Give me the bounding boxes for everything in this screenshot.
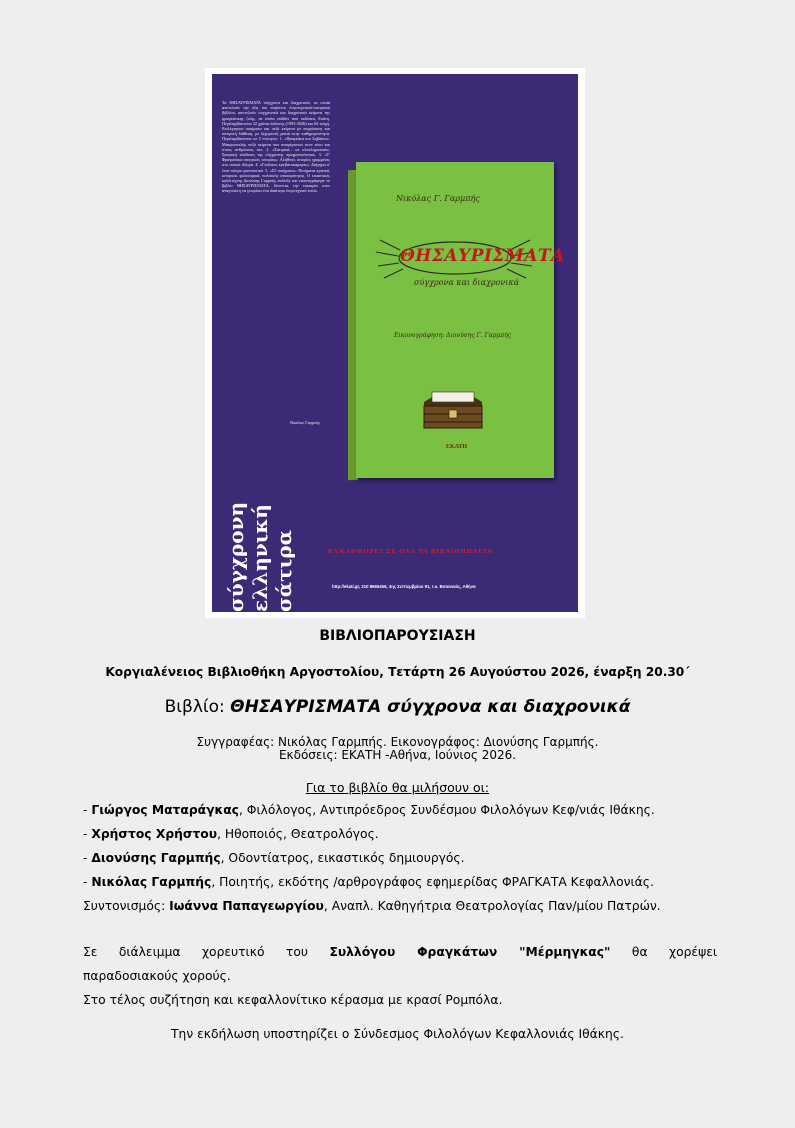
- poster-banner: ΚΥΚΛΟΦΟΡΕΙ ΣΕ ΟΛΑ ΤΑ ΒΙΒΛΙΟΠΩΛΕΙΑ: [328, 548, 493, 555]
- book-poster: [205, 68, 585, 618]
- speaker-item: - Γιώργος Ματαράγκας, Φιλόλογος, Αντιπρόεδρος Συνδέσμου Φιλολόγων Κεφ/νιάς Ιθάκης.: [83, 803, 655, 817]
- speaker-item: - Νικόλας Γαρμπής, Ποιητής, εκδότης /αρθρογράφος εφημερίδας ΦΡΑΓΚΑΤΑ Κεφαλλονιάς.: [83, 875, 654, 889]
- dance-paragraph-cont: παραδοσιακούς χορούς.: [83, 969, 231, 983]
- speaker-name: Νικόλας Γαρμπής: [91, 875, 212, 889]
- speaker-item: - Χρήστος Χρήστου, Ηθοποιός, Θεατρολόγος.: [83, 827, 379, 841]
- closing-line: Στο τέλος συζήτηση και κεφαλλονίτικο κέρασμα με κρασί Ρομπόλα.: [83, 993, 503, 1007]
- poster-background: [212, 74, 578, 612]
- cover-title: ΘΗΣΑΥΡΙΣΜΑΤΑ: [400, 246, 565, 266]
- book-label: Βιβλίο:: [164, 697, 231, 717]
- vertical-title-line-3: σάτιρα: [272, 530, 296, 612]
- coordinator-name: Ιωάννα Παπαγεωργίου: [169, 899, 324, 913]
- credits-publisher: Εκδόσεις: ΕΚΑΤΗ -Αθήνα, Ιούνιος 2026.: [278, 748, 517, 762]
- cover-author: Νικόλας Γ. Γαρμπής: [396, 194, 480, 203]
- support-line: Την εκδήλωση υποστηρίζει ο Σύνδεσμος Φιλολόγων Κεφαλλονιάς Ιθάκης.: [171, 1027, 624, 1041]
- dance-paragraph: Σε διάλειμμα χορευτικό του Συλλόγου Φραγκάτων "Μέρμηγκας" θα χορέψει: [83, 945, 718, 959]
- cover-subtitle: σύγχρονα και διαχρονικά: [414, 278, 519, 287]
- vertical-title-line-2: ελληνική: [248, 504, 272, 612]
- book-credits: [0, 736, 795, 762]
- credits-authors: Συγγραφέας: Νικόλας Γαρμπής. Εικονογράφος: Διονύσης Γαρμπής.: [196, 735, 599, 749]
- book-cover-image: [348, 162, 565, 480]
- treasure-chest-icon: [418, 382, 488, 432]
- speaker-name: Γιώργος Ματαράγκας: [91, 803, 239, 817]
- poster-vertical-title: [224, 502, 296, 612]
- speaker-role: , Οδοντίατρος, εικαστικός δημιουργός.: [220, 851, 465, 865]
- poster-blurb: Τα ΘΗΣΑΥΡΙΣΜΑΤΑ σύγχρονα και διαχρονικά, τα οποία αποτελούν την ύλη του παρόντος λογοτεχνικού-σατιρικού βιβλίου, αποτελούν συγχρονικά και διαχρονικά κείμενα της φραγκάτικης ζωής, τα οποία εκδίδει από εκδόσεις Εκάτη. Περιλαμβάνονται 32 χρόνια έκδοσης (1993-2026) και 64 τεύχη. Επιλέχτηκαν ποιήματα και πεζά κείμενα με ευφρόσυνη και σατιρική διάθεση, με ξεχωριστή ματιά στην καθημερινότητα. Περιλαμβάνονται σε 5 ενότητες: 1. «Φραγκάτα και Σηβάσαι»: Μακροσκελής πεζά κείμενα που αναφέρονται στον τόπο και στους ανθρώπους του. 2. «Σατιρικά... σε ολοκληρωτικά»: Σατιρική απόδοση της σύγχρονης πραγματικότητας. 3. «Τ' Φραγκάτικα ποιητικές ιστορίες»: Αληθινές ιστορίες γραμμένες στο τοπικό ιδίωμα. 4. «Γνώλικες κρεβατοκαμαρες»: Διήγημα σ' έναν κόσμο φανταστικό. 5. «Σ5 ποιήματα»: Ποιήματα κριτικά, ιστορικά, φιλοσοφικά, πολιτικής επικαιρότητας. Ο εικαστικός καλλιτέχνης Διονύσης Γαρμπής επέλεξε και εικονογράφησε το βιβλίο ΘΗΣΑΥΡΙΣΜΑΤΑ, δίνοντας την ευκαιρία στον αναγνώστη να γνωρίσει ένα ιδιαίτερο λογοτεχνικό τοπίο.: [222, 100, 330, 194]
- cover-illustrator: Εικονογράφηση: Διονύσης Γ. Γαρμπής: [394, 332, 512, 339]
- coordinator-role: , Αναπλ. Καθηγήτρια Θεατρολογίας Παν/μίου Πατρών.: [323, 899, 661, 913]
- speakers-heading: Για το βιβλίο θα μιλήσουν οι:: [305, 780, 490, 795]
- poster-blurb-signature: Νικόλας Γαρμπής: [290, 420, 321, 425]
- coordination-line: Συντονισμός: Ιωάννα Παπαγεωργίου, Αναπλ. Καθηγήτρια Θεατρολογίας Παν/μίου Πατρών.: [83, 899, 661, 913]
- speaker-role: , Ποιητής, εκδότης /αρθρογράφος εφημερίδας ΦΡΑΓΚΑΤΑ Κεφαλλονιάς.: [211, 875, 654, 889]
- page-title: ΒΙΒΛΙΟΠΑΡΟΥΣΙΑΣΗ: [319, 628, 476, 644]
- book-title: ΘΗΣΑΥΡΙΣΜΑΤΑ σύγχρονα και διαχρονικά: [230, 697, 631, 717]
- speaker-name: Χρήστος Χρήστου: [91, 827, 218, 841]
- book-front-cover: [356, 162, 565, 478]
- speaker-role: , Φιλόλογος, Αντιπρόεδρος Συνδέσμου Φιλολόγων Κεφ/νιάς Ιθάκης.: [238, 803, 655, 817]
- speaker-name: Διονύσης Γαρμπής: [91, 851, 221, 865]
- cover-title-area: [370, 232, 565, 302]
- cover-publisher: ΕΚΑΤΗ: [446, 444, 468, 450]
- event-details: Κοργιαλένειος Βιβλιοθήκη Αργοστολίου, Τετάρτη 26 Αυγούστου 2026, έναρξη 20.30΄: [105, 665, 690, 679]
- vertical-title-line-1: σύγχρονη: [224, 501, 248, 612]
- dance-group: Συλλόγου Φραγκάτων "Μέρμηγκας": [329, 945, 611, 959]
- speaker-item: - Διονύσης Γαρμπής, Οδοντίατρος, εικαστικός δημιουργός.: [83, 851, 465, 865]
- book-title-line: [0, 697, 795, 717]
- poster-contact: http://ekati.gr, 210 8665456, 3ης Σεπτεμβρίου 91, τ.κ. Βοτανικός, Αθήνα: [332, 584, 476, 589]
- title-rays-icon: [370, 232, 540, 302]
- speaker-role: , Ηθοποιός, Θεατρολόγος.: [217, 827, 379, 841]
